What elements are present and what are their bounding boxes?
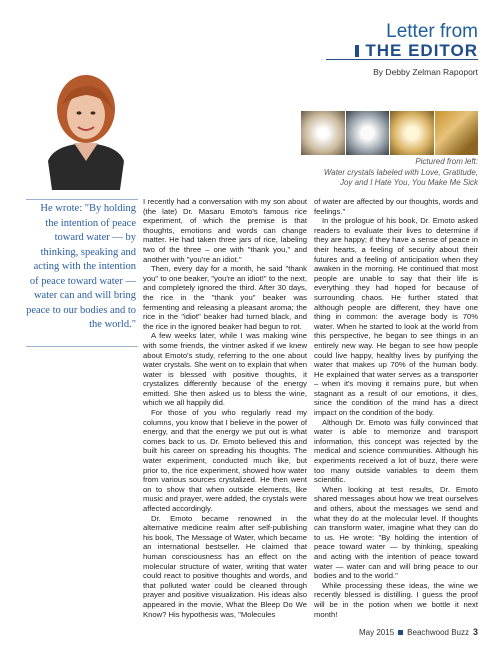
paragraph: When looking at test results, Dr. Emoto shared messages about how we treat ourselves and others, about the messages we send and what they do at the molecular level. If thoughts can transform water, imagine what they can do to us. He wrote: "By holding the intention of peace toward water — by thinking, speaking and acting with the intention of peace toward water — water can and will bring peace to our bodies and to the world." bbox=[314, 484, 478, 581]
page-header bbox=[355, 22, 478, 77]
paragraph: of water are affected by our thoughts, words and feelings." bbox=[314, 197, 478, 216]
footer-square-icon bbox=[398, 630, 403, 635]
footer-publication: Beachwood Buzz bbox=[407, 627, 469, 637]
editor-portrait-photo bbox=[34, 65, 138, 190]
header-title-text: THE EDITOR bbox=[365, 41, 478, 60]
header-letter-from: Letter from bbox=[386, 21, 478, 42]
article-column-2 bbox=[314, 197, 478, 619]
page-footer bbox=[359, 627, 478, 637]
header-accent-bar bbox=[355, 45, 359, 57]
header-title bbox=[355, 42, 478, 60]
caption-line: Pictured from left: bbox=[415, 157, 478, 166]
footer-date: May 2015 bbox=[359, 627, 395, 637]
caption-line: Water crystals labeled with Love, Gratitude, bbox=[323, 167, 478, 177]
pullquote-top-rule bbox=[26, 199, 138, 200]
byline: By Debby Zelman Rapoport bbox=[373, 67, 478, 77]
paragraph: While processing these ideas, the wine we recently blessed is distilling. I guess the proof will be in the potion when we bottle it next month! bbox=[314, 580, 478, 619]
article-column-1 bbox=[143, 197, 307, 619]
page-number: 3 bbox=[472, 627, 478, 637]
paragraph: Although Dr. Emoto was fully convinced that water is able to memorize and transport information, this concept was rejected by the medical and science communities. Although his experiments received a lot of buzz, there were too many outside variables to deem them scientific. bbox=[314, 417, 478, 485]
crystal-photo-joy bbox=[390, 111, 434, 155]
pullquote-bottom-rule bbox=[26, 346, 138, 347]
crystal-photo-hate bbox=[435, 111, 479, 155]
paragraph: Then, every day for a month, he said "thank you" to one beaker, "you're an idiot!" to the next, and completely ignored the third. After 30 days, the rice in the "thank you" beaker was fermenting and releasing a pleasant aroma; the rice in the "idiot" beaker had turned black, and the rice in the ignored beaker had begun to rot. bbox=[143, 264, 307, 331]
paragraph: In the prologue of his book, Dr. Emoto asked readers to evaluate their lives to determine if they are happy; if they have a sense of peace in their hearts, a feeling of security about their futures and a feeling of anticipation when they awaken in the morning. He continued that most people are unable to say that their life is everything they had hoped for because of surrounding chaos. He further stated that although people are different, they have one thing in common: the average body is 70% water. When he started to look at the world from this perspective, he began to see things in an entirely new way. He began to see how people could live happy, healthy lives by purifying the water that makes up 70% of the human body. He explained that water serves as a transporter – when it's moving it remains pure, but when stagnant as a result of our emotions, it dies, since the condition of the mind has a direct impact on the condition of the body. bbox=[314, 216, 478, 418]
crystal-photo-gratitude bbox=[346, 111, 390, 155]
water-crystal-photos bbox=[301, 111, 478, 155]
caption-line: Joy and I Hate You, You Make Me Sick bbox=[339, 178, 478, 187]
photo-caption bbox=[298, 157, 478, 189]
paragraph: I recently had a conversation with my son about (the late) Dr. Masaru Emoto's famous rice experiment, of which the premise is that thoughts, emotions and words can change matter. He had taken three jars of rice, labeling two of the three – one with "thank you," and another with "you're an idiot." bbox=[143, 197, 307, 264]
header-rule bbox=[326, 59, 478, 60]
pullquote: He wrote: "By holding the intention of peace toward water — by thinking, speaking and acting with the intention of peace toward water — water can and will bring peace to our bodies and to the world." bbox=[26, 203, 136, 330]
paragraph: Dr. Emoto became renowned in the alternative medicine realm after self-publishing his book, The Message of Water, which became an international bestseller. He claimed that human consciousness has an effect on the molecular structure of water, writing that water could react to positive thoughts and words, and that polluted water could be cleaned through prayer and positive visualization. His ideas also appeared in the movie, What the Bleep Do We Know? His hypothesis was, "Molecules bbox=[143, 513, 307, 619]
paragraph: A few weeks later, while I was making wine with some friends, the vintner asked if we knew about Emoto's study, referring to the one about water crystals. She went on to explain that when water is blessed with positive thoughts, it crystalizes differently because of the energy emitted. She then asked us to bless the wine, which we all happily did. bbox=[143, 331, 307, 408]
crystal-photo-love bbox=[301, 111, 345, 155]
paragraph: For those of you who regularly read my columns, you know that I believe in the power of energy, and that the energy we put out is what comes back to us. Dr. Emoto believed this and built his career on spreading his thoughts. The water experiment, conducted much like, but prior to, the rice experiment, showed how water from various sources crystalized. He then went on to show that when outside elements, like music and prayer, were added, the crystals were affected accordingly. bbox=[143, 408, 307, 513]
